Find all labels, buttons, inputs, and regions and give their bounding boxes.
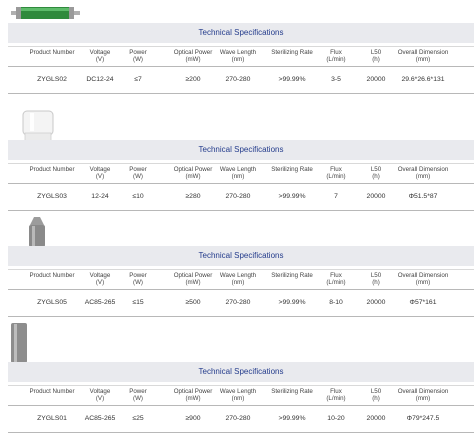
- cell-wave-length: 270-280: [225, 415, 251, 422]
- product-section-zygls02: [0, 0, 474, 105]
- header-steril: Sterilizing Rate: [271, 166, 313, 173]
- cell-voltage: AC85-265: [84, 299, 116, 306]
- section-title: Technical Specifications: [8, 246, 474, 266]
- cell-sterilizing-rate: >99.99%: [278, 415, 306, 422]
- table-row: [8, 289, 474, 317]
- cell-wave-length: 270-280: [225, 193, 251, 200]
- header-power: Power (W): [129, 166, 147, 180]
- cell-product-number: ZYGLS03: [37, 193, 67, 200]
- cell-power: ≤10: [132, 193, 144, 200]
- header-flux: Flux (L/min): [326, 49, 346, 63]
- header-voltage: Voltage (V): [89, 272, 111, 286]
- cell-sterilizing-rate: >99.99%: [278, 299, 306, 306]
- header-l50: L50 (h): [370, 272, 382, 286]
- product-section-zygls03: [0, 105, 474, 215]
- cell-power: ≤15: [132, 299, 144, 306]
- cell-dimension: Φ57*161: [409, 299, 437, 306]
- header-l50: L50 (h): [370, 49, 382, 63]
- table-header: [8, 269, 474, 289]
- table-row: [8, 405, 474, 433]
- header-flux: Flux (L/min): [326, 272, 346, 286]
- section-title: Technical Specifications: [8, 23, 474, 43]
- header-optical: Optical Power (mW): [173, 272, 213, 286]
- header-steril: Sterilizing Rate: [271, 272, 313, 279]
- header-optical: Optical Power (mW): [173, 388, 213, 402]
- header-dim: Overall Dimension (mm): [397, 166, 449, 180]
- header-voltage: Voltage (V): [89, 49, 111, 63]
- section-title: Technical Specifications: [8, 140, 474, 160]
- product-section-zygls01: [0, 321, 474, 436]
- table-row: [8, 183, 474, 211]
- header-flux: Flux (L/min): [326, 166, 346, 180]
- header-product: Product Number: [29, 272, 75, 279]
- cell-voltage: DC12-24: [86, 76, 114, 83]
- cell-sterilizing-rate: >99.99%: [278, 76, 306, 83]
- cell-product-number: ZYGLS01: [37, 415, 67, 422]
- header-steril: Sterilizing Rate: [271, 49, 313, 56]
- cell-dimension: Φ79*247.5: [406, 415, 440, 422]
- header-voltage: Voltage (V): [89, 388, 111, 402]
- cell-product-number: ZYGLS02: [37, 76, 67, 83]
- header-product: Product Number: [29, 166, 75, 173]
- header-dim: Overall Dimension (mm): [397, 49, 449, 63]
- cell-sterilizing-rate: >99.99%: [278, 193, 306, 200]
- cell-optical-power: ≥500: [185, 299, 201, 306]
- cell-flux: 10-20: [327, 415, 345, 422]
- header-l50: L50 (h): [370, 388, 382, 402]
- section-title: Technical Specifications: [8, 362, 474, 382]
- cell-l50: 20000: [366, 193, 386, 200]
- table-header: [8, 46, 474, 66]
- header-wave: Wave Length (nm): [219, 49, 257, 63]
- header-steril: Sterilizing Rate: [271, 388, 313, 395]
- cell-flux: 8-10: [329, 299, 343, 306]
- cell-voltage: 12-24: [91, 193, 109, 200]
- header-dim: Overall Dimension (mm): [397, 388, 449, 402]
- header-wave: Wave Length (nm): [219, 388, 257, 402]
- table-row: [8, 66, 474, 94]
- header-voltage: Voltage (V): [89, 166, 111, 180]
- cell-wave-length: 270-280: [225, 76, 251, 83]
- header-wave: Wave Length (nm): [219, 166, 257, 180]
- cell-optical-power: ≥200: [185, 76, 201, 83]
- header-product: Product Number: [29, 388, 75, 395]
- cell-dimension: Φ51.5*87: [408, 193, 438, 200]
- header-power: Power (W): [129, 272, 147, 286]
- cell-flux: 3-5: [331, 76, 341, 83]
- product-section-zygls05: [0, 213, 474, 321]
- cell-wave-length: 270-280: [225, 299, 251, 306]
- cell-l50: 20000: [366, 415, 386, 422]
- header-flux: Flux (L/min): [326, 388, 346, 402]
- table-header: [8, 385, 474, 405]
- header-optical: Optical Power (mW): [173, 49, 213, 63]
- table-header: [8, 163, 474, 183]
- header-l50: L50 (h): [370, 166, 382, 180]
- header-power: Power (W): [129, 49, 147, 63]
- header-wave: Wave Length (nm): [219, 272, 257, 286]
- cell-dimension: 29.6*26.6*131: [401, 76, 445, 83]
- cell-l50: 20000: [366, 299, 386, 306]
- cell-power: ≤7: [134, 76, 142, 83]
- header-optical: Optical Power (mW): [173, 166, 213, 180]
- cell-power: ≤25: [132, 415, 144, 422]
- cell-l50: 20000: [366, 76, 386, 83]
- cell-voltage: AC85-265: [84, 415, 116, 422]
- cell-optical-power: ≥900: [185, 415, 201, 422]
- cell-product-number: ZYGLS05: [37, 299, 67, 306]
- header-product: Product Number: [29, 49, 75, 56]
- header-dim: Overall Dimension (mm): [397, 272, 449, 286]
- green-cylinder-lamp-icon: [10, 4, 82, 22]
- cell-optical-power: ≥280: [185, 193, 201, 200]
- header-power: Power (W): [129, 388, 147, 402]
- cell-flux: 7: [334, 193, 338, 200]
